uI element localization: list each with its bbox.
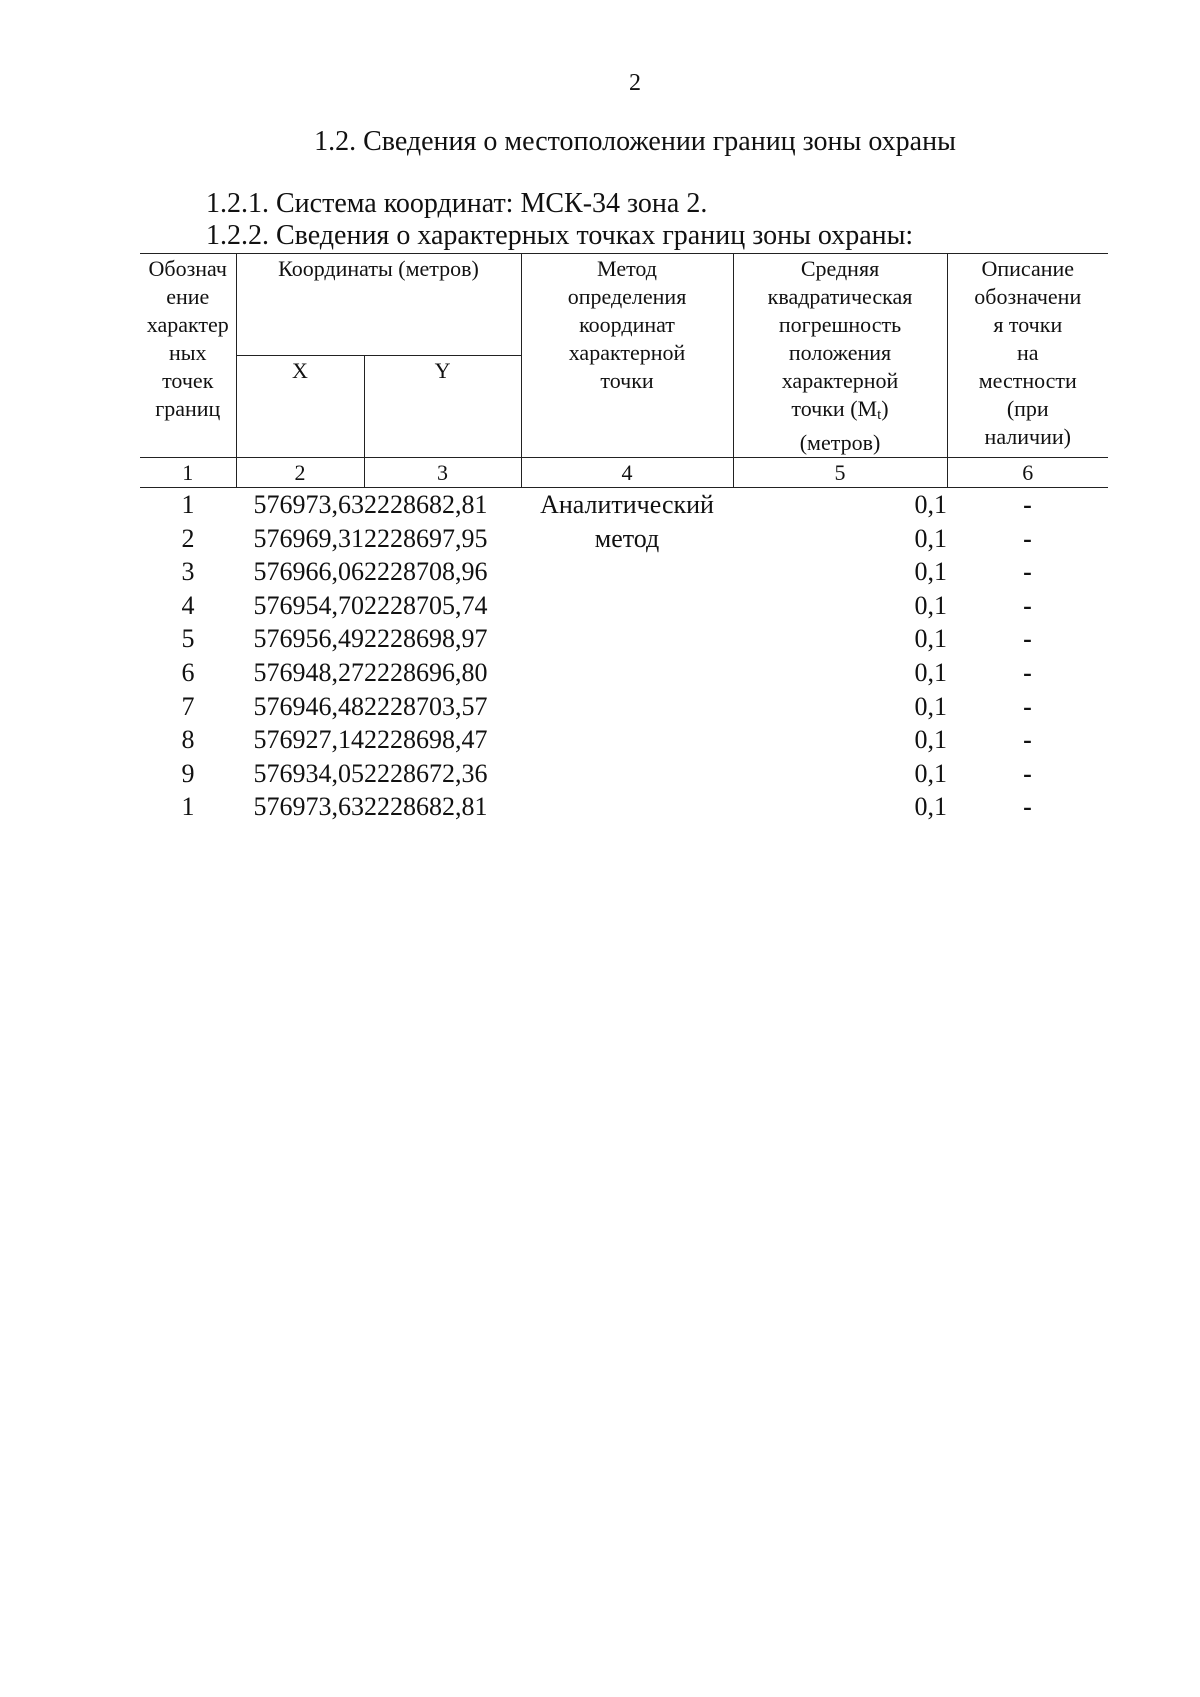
coord-x: 576927,14 [253,725,364,755]
mean-error: 0,1 [914,758,948,788]
point-number: 6 [181,657,195,687]
point-number: 1 [181,490,195,519]
point-description: - [1023,590,1032,620]
method-cell: Аналитический метод [540,490,714,553]
coord-x: 576934,05 [253,758,364,788]
section-title: 1.2. Сведения о местоположении границ зоны охраны [314,126,956,157]
coord-y: 2228697,95 [364,523,488,553]
mean-error: 0,1 [914,590,948,620]
coord-x: 576973,63 [253,490,364,519]
coord-x: 576946,48 [253,691,364,721]
page-number: 2 [629,70,641,96]
point-number: 1 [181,792,195,822]
coord-y: 2228703,57 [364,691,488,721]
column-number: 6 [947,458,1108,488]
point-number: 8 [181,725,195,755]
header-description: Описание обозначени я точки на местности (при наличии) [947,254,1108,458]
point-description: - [1023,657,1032,687]
column-number: 1 [140,458,236,488]
mean-error: 0,1 [914,657,948,687]
header-method: Метод определения координат характерной точки [521,254,733,458]
coord-x: 576973,63 [253,792,364,822]
mean-error: 0,1 [914,725,948,755]
column-number: 4 [521,458,733,488]
coord-x: 576969,31 [253,523,364,553]
mean-error: 0,1 [914,523,948,553]
point-number: 4 [181,590,195,620]
point-description: - [1023,624,1032,654]
coord-y: 2228672,36 [364,758,488,788]
point-description: - [1023,792,1032,822]
point-number: 9 [181,758,195,788]
coord-x: 576954,70 [253,590,364,620]
coordinate-system-line: 1.2.1. Система координат: МСК-34 зона 2. [206,188,708,219]
column-number: 5 [733,458,947,488]
coord-x: 576966,06 [253,557,364,587]
header-point-designation: Обознач ение характер ных точек границ [140,254,236,458]
table-header-row [140,254,1108,356]
coord-y: 2228698,97 [364,624,488,654]
mean-error: 0,1 [914,691,948,721]
point-description: - [1023,490,1032,519]
coord-y: 2228705,74 [364,590,488,620]
points-heading: 1.2.2. Сведения о характерных точках границ зоны охраны: [206,220,914,251]
point-number: 7 [181,691,195,721]
header-x: X [236,356,364,458]
point-number: 3 [181,557,195,587]
mean-error: 0,1 [914,557,948,587]
coord-y: 2228682,81 [364,490,488,519]
column-number-row [140,458,1108,488]
table-row [140,488,1108,522]
point-description: - [1023,523,1032,553]
header-coordinates: Координаты (метров) [236,254,521,356]
point-description: - [1023,557,1032,587]
coord-x: 576956,49 [253,624,364,654]
column-number: 3 [364,458,521,488]
mean-error: 0,1 [914,624,948,654]
mean-error: 0,1 [914,490,948,519]
mean-error: 0,1 [914,792,948,822]
coord-y: 2228708,96 [364,557,488,587]
boundary-points-table [140,253,1108,824]
point-description: - [1023,725,1032,755]
coord-x: 576948,27 [253,657,364,687]
point-number: 5 [181,624,195,654]
header-mean-error: Средняя квадратическая погрешность положения характерной точки (Mt) (метров) [733,254,947,458]
point-description: - [1023,691,1032,721]
coord-y: 2228696,80 [364,657,488,687]
column-number: 2 [236,458,364,488]
point-description: - [1023,758,1032,788]
point-number: 2 [181,523,195,553]
coord-y: 2228682,81 [364,792,488,822]
coord-y: 2228698,47 [364,725,488,755]
header-y: Y [364,356,521,458]
